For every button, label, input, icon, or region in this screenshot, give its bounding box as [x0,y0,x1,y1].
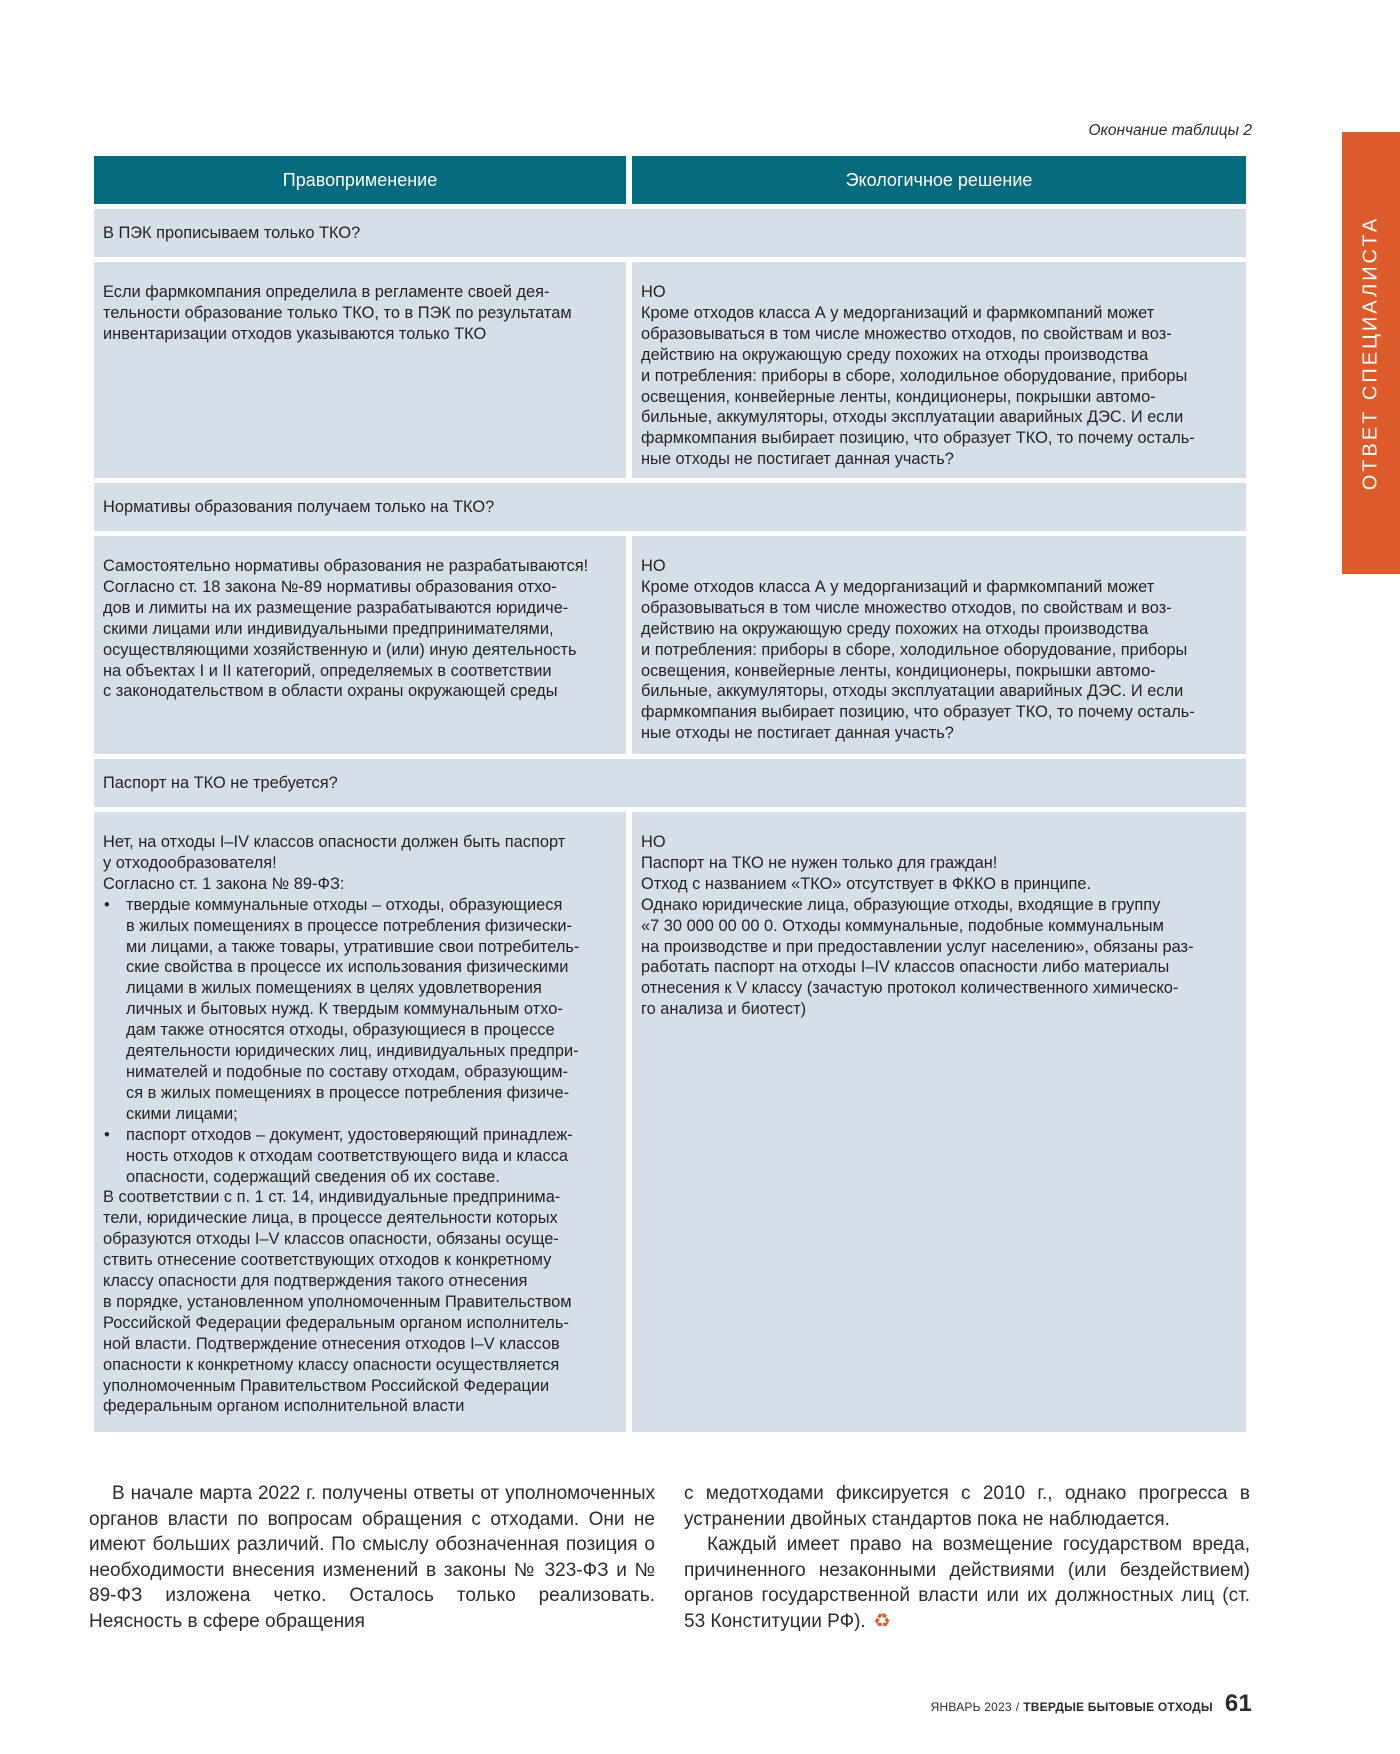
text-line: НО [641,283,666,301]
question-row [94,483,1246,531]
text-line: дам также относятся отходы, образующиеся в процессе [126,1021,555,1040]
text-line: опасности, содержащий сведения об их составе. [126,1167,500,1186]
text-line: инвентаризации отходов указываются только ТКО [103,324,487,343]
text-line: опасности к конкретному классу опасности осуществляется [103,1355,560,1374]
table-header-right: Экологичное решение [632,156,1246,204]
text-line: скими лицами или индивидуальными предпринимателями, [103,619,554,638]
text-line: Паспорт на ТКО не нужен только для граждан! [641,853,998,872]
answer-row [94,812,1246,1432]
text-line: с законодательством в области охраны окружающей среды [103,682,558,701]
text-line: скими лицами; [126,1104,238,1123]
text-line: бильные, аккумуляторы, отходы эксплуатации аварийных ДЭС. И если [641,408,1184,427]
page-footer [931,1690,1252,1718]
page-number: 61 [1224,1690,1252,1717]
text-line: Нет, на отходы I–IV классов опасности должен быть паспорт [103,833,566,851]
answer-cell-right [632,262,1246,478]
text-line: ские свойства в процессе их использования физическими [126,958,569,977]
text-line: ные отходы не постигает данная участь? [641,724,954,743]
text-line: НО [641,557,666,575]
text-line: ной власти. Подтверждение отнесения отходов I–V классов [103,1334,560,1353]
body-column-left [89,1481,655,1635]
text-line: фармкомпания выбирает позицию, что образует ТКО, то почему осталь- [641,703,1195,722]
bullet-item [103,1125,617,1188]
footer-separator: / [1015,1700,1020,1714]
text-line: образуются отходы I–V классов опасности, обязаны осуще- [103,1230,559,1249]
question-cell: Нормативы образования получаем только на ТКО? [94,483,1246,531]
footer-magazine-title: ТВЕРДЫЕ БЫТОВЫЕ ОТХОДЫ [1023,1700,1213,1714]
text-line: уполномоченным Правительством Российской Федерации [103,1376,550,1395]
text-line: деятельности юридических лиц, индивидуальных предпри- [126,1042,579,1061]
body-paragraph-text: Каждый имеет право на возмещение государством вреда, причиненного незаконными действиями (или бездействием) органов государственной власти или их должностных лиц (ст. 53 Конституции РФ). [684,1534,1250,1632]
section-side-tab-label: ОТВЕТ СПЕЦИАЛИСТА [1359,215,1382,491]
body-column-right [684,1481,1250,1635]
table-header-left: Правоприменение [94,156,626,204]
question-cell: В ПЭК прописываем только ТКО? [94,209,1246,257]
text-line: ся в жилых помещениях в процессе потребления физиче- [126,1083,570,1102]
text-line: фармкомпания выбирает позицию, что образует ТКО, то почему осталь- [641,429,1195,448]
text-line: Кроме отходов класса А у медорганизаций и фармкомпаний может [641,577,1155,596]
text-line: ные отходы не постигает данная участь? [641,450,954,469]
text-line: и потребления: приборы в сборе, холодильное оборудование, приборы [641,366,1188,385]
text-line: классу опасности для подтверждения такого отнесения [103,1272,528,1291]
text-line: работать паспорт на отходы I–IV классов опасности либо материалы [641,958,1170,977]
answer-cell-right [632,812,1246,1432]
text-line: В соответствии с п. 1 ст. 14, индивидуальные предпринима- [103,1188,561,1207]
text-line: тельности образование только ТКО, то в ПЭК по результатам [103,303,572,322]
text-line: у отходообразователя! [103,853,277,872]
text-line: в порядке, установленном уполномоченным Правительством [103,1292,572,1311]
text-line: Российской Федерации федеральным органом исполнитель- [103,1313,569,1332]
answer-row [94,262,1246,478]
bullet-item [103,895,617,1125]
text-line: «7 30 000 00 00 0. Отходы коммунальные, подобные коммунальным [641,916,1164,935]
table-caption: Окончание таблицы 2 [1088,122,1252,139]
text-line: Однако юридические лица, образующие отходы, входящие в группу [641,895,1161,914]
text-line: го анализа и биотест) [641,1000,807,1019]
answer-cell-right [632,536,1246,754]
text-line: тели, юридические лица, в процессе деятельности которых [103,1209,558,1228]
text-line: дов и лимиты на их размещение разрабатываются юридиче- [103,598,569,617]
comparison-table [94,156,1246,1437]
text-line: ми лицами, а также товары, утратившие свои потребитель- [126,937,580,956]
text-line: на производстве и при предоставлении услуг населению», обязаны раз- [641,937,1194,956]
section-side-tab [1342,132,1400,574]
body-paragraph: В начале марта 2022 г. получены ответы от уполномоченных органов власти по вопросам обращения с отходами. Они не имеют больших различий. По смыслу обозначенная позиция о необходимости внесения изменений в законы № 323-ФЗ и № 89-ФЗ изложена четко. Осталось только реализовать. Неясность в сфере обращения [89,1483,655,1632]
answer-cell-left [94,262,626,478]
text-line: нимателей и подобные по составу отходам, образующим- [126,1062,569,1081]
question-row [94,759,1246,807]
text-line: освещения, конвейерные ленты, кондиционеры, покрышки автомо- [641,661,1156,680]
text-line: паспорт отходов – документ, удостоверяющий принадлеж- [126,1125,573,1144]
table-header-row [94,156,1246,204]
text-line: в жилых помещениях в процессе потребления физически- [126,916,572,935]
text-line: отнесения к V классу (зачастую протокол количественного химическо- [641,979,1179,998]
text-line: ствить отнесение соответствующих отходов к конкретному [103,1251,552,1270]
bullet-marker: • [104,1125,110,1144]
text-line: образовываться в том числе множество отходов, по свойствам и воз- [641,598,1172,617]
text-line: действию на окружающую среду похожих на отходы производства [641,619,1149,638]
text-line: федеральным органом исполнительной власти [103,1397,465,1416]
text-line: личных и бытовых нужд. К твердым коммунальным отхо- [126,1000,563,1019]
body-paragraph: с медотходами фиксируется с 2010 г., однако прогресса в устранении двойных стандартов пока не наблюдается. [684,1483,1250,1530]
text-line: Если фармкомпания определила в регламенте своей дея- [103,283,550,301]
text-line: твердые коммунальные отходы – отходы, образующиеся [126,895,563,914]
question-row [94,209,1246,257]
text-line: ность отходов к отходам соответствующего вида и класса [126,1146,568,1165]
text-line: Кроме отходов класса А у медорганизаций и фармкомпаний может [641,303,1155,322]
text-line: и потребления: приборы в сборе, холодильное оборудование, приборы [641,640,1188,659]
text-line: НО [641,833,666,851]
text-line: лицами в жилых помещениях в целях удовлетворения [126,979,542,998]
text-line: Отход с названием «ТКО» отсутствует в ФККО в принципе. [641,874,1092,893]
text-line: на объектах I и II категорий, определяемых в соответствии [103,661,552,680]
text-line: Согласно ст. 1 закона № 89-ФЗ: [103,874,345,893]
bullet-marker: • [104,895,110,914]
question-cell: Паспорт на ТКО не требуется? [94,759,1246,807]
answer-row [94,536,1246,754]
recycle-icon: ♻ [873,1610,891,1632]
text-line: действию на окружающую среду похожих на отходы производства [641,345,1149,364]
text-line: освещения, конвейерные ленты, кондиционеры, покрышки автомо- [641,387,1156,406]
text-line: осуществляющими хозяйственную и (или) иную деятельность [103,640,577,659]
body-paragraph [684,1532,1250,1634]
text-line: образовываться в том числе множество отходов, по свойствам и воз- [641,324,1172,343]
text-line: Согласно ст. 18 закона №-89 нормативы образования отхо- [103,577,557,596]
footer-issue: ЯНВАРЬ 2023 [930,1700,1012,1714]
answer-cell-left [94,536,626,754]
text-line: бильные, аккумуляторы, отходы эксплуатации аварийных ДЭС. И если [641,682,1184,701]
answer-cell-left [94,812,626,1432]
text-line: Самостоятельно нормативы образования не разрабатываются! [103,557,589,575]
